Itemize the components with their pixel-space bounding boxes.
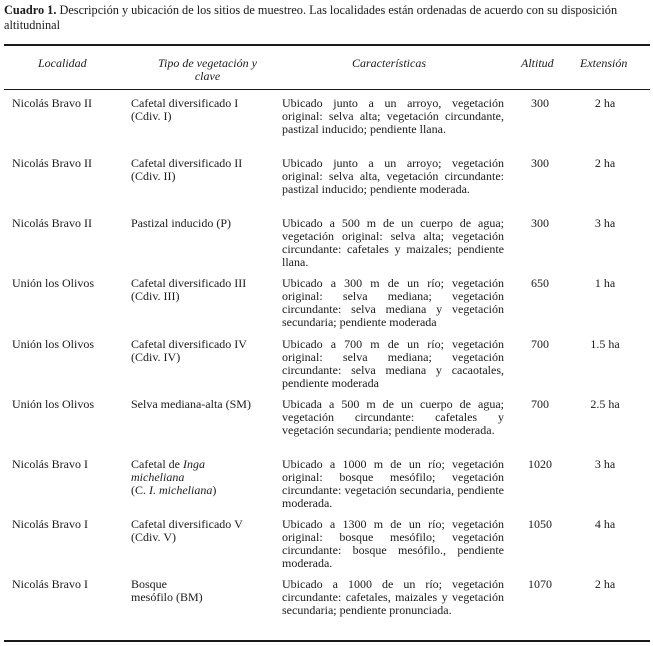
cell-caracteristicas: Ubicada a 500 m de un cuerpo de agua; vegetación circundante: cafetales y vegetación secundaria; pendiente moderada. <box>282 397 504 437</box>
tipo-line: (Cdiv. I) <box>131 109 172 123</box>
tipo-line: Bosque <box>131 577 167 591</box>
header-altitud: Altitud <box>521 56 554 70</box>
caption-label: Cuadro 1. <box>4 3 57 17</box>
cell-localidad: Nicolás Bravo I <box>12 457 88 471</box>
cell-localidad: Nicolás Bravo I <box>12 517 88 531</box>
tipo-line: mesófilo (BM) <box>131 590 203 604</box>
species-name: Inga <box>182 457 205 471</box>
cell-caracteristicas: Ubicado a 300 m de un río; vegetación original: selva mediana; vegetación circundante: selva mediana y vegetación secundaria; pendiente moderada <box>282 276 504 329</box>
cell-altitud: 300 <box>531 96 549 110</box>
tipo-text: Cafetal de <box>131 457 183 471</box>
cell-altitud: 1020 <box>528 457 552 471</box>
cell-caracteristicas: Ubicado a 1000 m de un río; vegetación original: bosque mesófilo; vegetación circundante: vegetación secundaria, pendiente moderada. <box>282 457 504 510</box>
cell-caracteristicas: Ubicado junto a un arroyo, vegetación original: selva alta; vegetación circundante, pastizal inducido; pendiente llana. <box>282 96 504 136</box>
cell-tipo <box>131 518 276 544</box>
cell-altitud: 300 <box>531 216 549 230</box>
species-epithet: micheliana <box>131 470 185 484</box>
tipo-line: (Cdiv. V) <box>131 530 176 544</box>
cell-localidad: Unión los Olivos <box>12 337 95 351</box>
cell-tipo <box>131 157 276 183</box>
cell-extension: 2 ha <box>594 577 616 591</box>
cell-altitud: 700 <box>531 337 549 351</box>
table-caption <box>4 3 650 33</box>
cell-altitud: 1070 <box>528 577 552 591</box>
tipo-line <box>131 484 276 497</box>
cell-extension: 3 ha <box>594 216 616 230</box>
cell-altitud: 650 <box>531 276 549 290</box>
cell-tipo <box>131 398 276 411</box>
tipo-line: Cafetal diversificado IV <box>131 337 247 351</box>
cell-extension: 1.5 ha <box>590 337 620 351</box>
cell-altitud: 700 <box>531 397 549 411</box>
cell-extension: 2 ha <box>594 156 616 170</box>
cell-altitud: 1050 <box>528 517 552 531</box>
cell-extension: 4 ha <box>594 517 616 531</box>
tipo-line: Pastizal inducido (P) <box>131 216 231 230</box>
header-caracteristicas: Características <box>352 56 426 70</box>
header-rule <box>4 89 650 90</box>
cell-caracteristicas: Ubicado a 1000 de un río; vegetación circundante: cafetales, maizales y vegetación secundaria; pendiente pronunciada. <box>282 577 504 617</box>
cell-localidad: Unión los Olivos <box>12 276 95 290</box>
cell-tipo <box>131 338 276 364</box>
cell-extension: 2.5 ha <box>590 397 620 411</box>
tipo-line: Selva mediana-alta (SM) <box>131 397 251 411</box>
tipo-text: ) <box>212 483 217 497</box>
tipo-line: Cafetal diversificado I <box>131 96 239 110</box>
tipo-line: (Cdiv. II) <box>131 169 176 183</box>
cell-caracteristicas: Ubicado a 1300 m de un río; vegetación original: bosque mesófilo; vegetación circundante: bosque mesófilo., pendiente moderada. <box>282 517 504 570</box>
header-localidad: Localidad <box>38 56 87 70</box>
cell-extension: 3 ha <box>594 457 616 471</box>
caption-text: Descripción y ubicación de los sitios de muestreo. Las localidades están ordenadas de acuerdo con su disposición altitudninal <box>4 3 618 32</box>
cell-extension: 1 ha <box>594 276 616 290</box>
cell-extension: 2 ha <box>594 96 616 110</box>
cell-tipo <box>131 458 276 497</box>
cell-caracteristicas: Ubicado a 500 m de un cuerpo de agua; vegetación original: selva alta; vegetación circundante: cafetales y maizales; pendiente llana. <box>282 216 504 269</box>
cell-localidad: Unión los Olivos <box>12 397 95 411</box>
species-abbrev: I. micheliana <box>149 483 213 497</box>
cell-tipo <box>131 217 276 230</box>
top-rule <box>4 44 650 46</box>
cell-tipo <box>131 97 276 123</box>
bottom-rule <box>4 640 650 642</box>
cell-localidad: Nicolás Bravo II <box>12 96 92 110</box>
cell-tipo <box>131 277 276 303</box>
header-extension: Extensión <box>580 56 628 70</box>
cell-localidad: Nicolás Bravo II <box>12 156 92 170</box>
cell-caracteristicas: Ubicado a 700 m de un río; vegetación original: selva mediana; vegetación circundante: selva mediana y cacaotales, pendiente moderada <box>282 337 504 390</box>
header-tipo: Tipo de vegetación y clave <box>158 56 257 83</box>
tipo-line: Cafetal diversificado III <box>131 276 247 290</box>
cell-localidad: Nicolás Bravo II <box>12 216 92 230</box>
tipo-line: (Cdiv. IV) <box>131 350 181 364</box>
tipo-text: (C. <box>131 483 149 497</box>
tipo-line: Cafetal diversificado V <box>131 517 243 531</box>
cell-tipo <box>131 578 276 604</box>
cell-altitud: 300 <box>531 156 549 170</box>
tipo-line: (Cdiv. III) <box>131 289 180 303</box>
cell-caracteristicas: Ubicado junto a un arroyo; vegetación original: selva alta, vegetación circundante: pastizal inducido; pendiente moderada. <box>282 156 504 196</box>
cell-localidad: Nicolás Bravo I <box>12 577 88 591</box>
tipo-line: Cafetal diversificado II <box>131 156 243 170</box>
